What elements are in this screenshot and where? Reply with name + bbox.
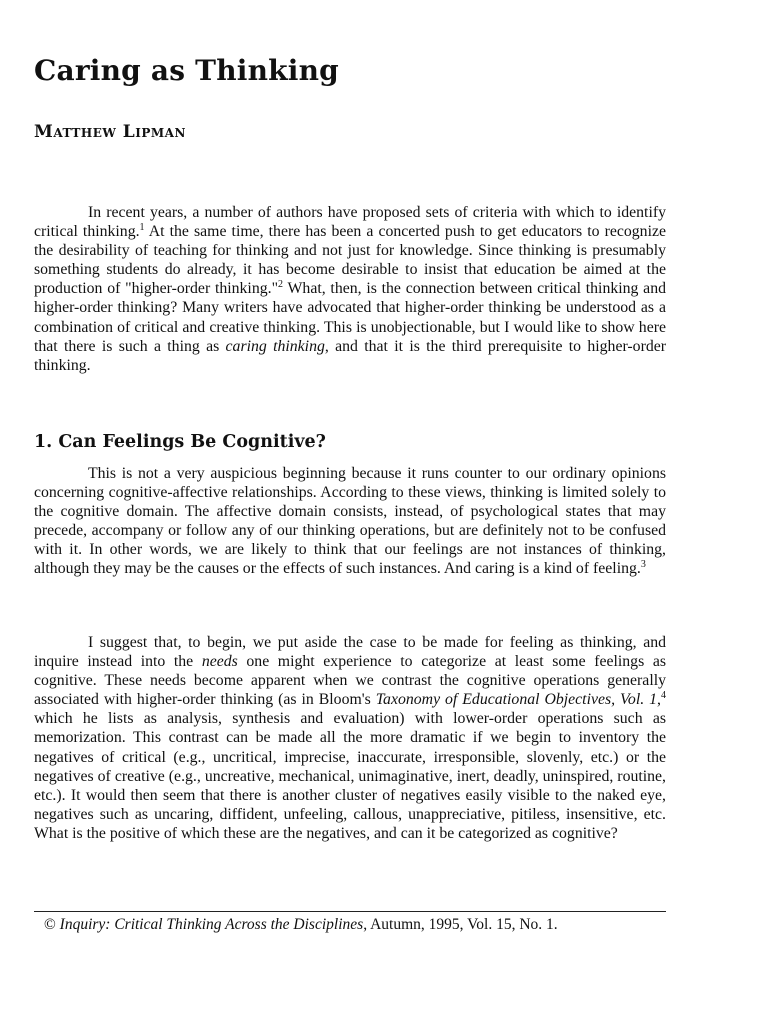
section-p2-text-a: I suggest that, to begin, we put aside the case to be made for feeling as thinking, and inquire instead into the [34,634,666,671]
footer-divider [34,911,666,912]
footnote-marker-3: 3 [640,559,646,571]
journal-details: , Autumn, 1995, Vol. 15, No. 1. [363,916,558,933]
section-heading: 1. Can Feelings Be Cognitive? [34,432,326,452]
section-p1-text: This is not a very auspicious beginning because it runs counter to our ordinary opinions concerning cognitive-affective relationships. According to these views, thinking is limited solely to the cognitive domain. The affective domain consists, instead, of psychological states that may precede, accompany or follow any of our thinking operations, but are definitely not to be confused with it. In other words, we are likely to think that our feelings are not instances of thinking, although they may be the causes or the effects of such instances. And caring is a kind of feeling. [34,465,666,578]
section-paragraph-2 [34,633,666,843]
intro-paragraph [34,203,666,375]
intro-text-b: At the same time, there has been a concerted push to get educators to recognize the desirability of teaching for thinking and not just for knowledge. Since thinking is presumably something students do already, it has become desirable to insist that education be aimed at the production of "higher-order thinking." [34,223,666,298]
journal-name: Inquiry: Critical Thinking Across the Disciplines [59,916,364,933]
copyright-symbol: © [44,916,56,933]
section-p2-text-c: , [657,691,661,709]
footnote-marker-2: 2 [278,279,284,291]
author-name: Matthew Lipman [34,122,186,142]
journal-footer [44,916,558,934]
intro-text-d: , and that it is the third prerequisite to higher-order thinking. [34,337,667,374]
intro-text-a: In recent years, a number of authors have proposed sets of criteria with which to identify critical thinking. [34,204,666,241]
footnote-marker-4: 4 [660,690,666,702]
article-title: Caring as Thinking [34,54,339,87]
intro-text-c: What, then, is the connection between critical thinking and higher-order thinking? Many writers have advocated that higher-order thinking be understood as a combination of critical and creative thinking. This is unobjectionable, but I would like to show here that there is such a thing as [34,280,666,355]
section-paragraph-1 [34,464,666,579]
book-title: Taxonomy of Educational Objectives, Vol. 1 [375,691,658,709]
caring-thinking-term: caring thinking [225,337,325,355]
section-p2-text-d: which he lists as analysis, synthesis and evaluation) with lower-order operations such as memorization. This contrast can be made all the more dramatic if we begin to inventory the negatives of critical (e.g., uncritical, imprecise, inaccurate, irresponsible, slovenly, etc.) or the negatives of creative (e.g., uncreative, mechanical, unimaginative, inert, deadly, uninspired, routine, etc.). It would then seem that there is another cluster of negatives easily visible to the naked eye, negatives such as uncaring, diffident, unfeeling, callous, unappreciative, pitiless, insensitive, etc. What is the positive of which these are the negatives, and can it be categorized as cognitive? [34,710,666,842]
needs-term: needs [201,653,238,671]
footnote-marker-1: 1 [139,222,145,234]
section-p2-text-b: one might experience to categorize at least some feelings as cognitive. These needs become apparent when we contrast the cognitive operations generally associated with higher-order thinking (as in Bloom's [34,653,666,709]
